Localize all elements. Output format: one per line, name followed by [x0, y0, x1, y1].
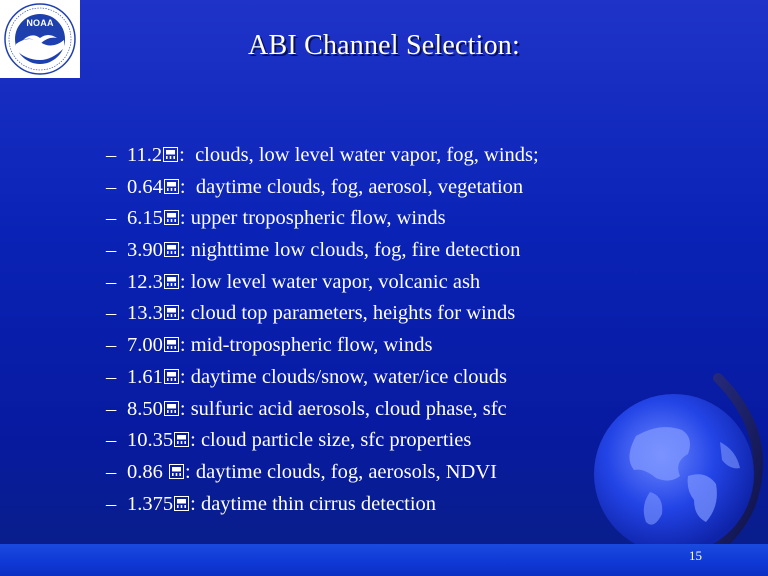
- channel-description: : cloud top parameters, heights for winds: [179, 302, 516, 325]
- unit-placeholder-icon: [164, 179, 179, 194]
- bullet-dash: –: [106, 460, 117, 483]
- channel-wavelength: 3.90: [127, 239, 163, 262]
- channel-description: : mid-tropospheric flow, winds: [179, 334, 433, 357]
- channel-bullet: [106, 172, 539, 204]
- channel-wavelength: 1.375: [127, 492, 174, 515]
- channel-wavelength: 0.64: [127, 175, 163, 198]
- channel-bullet: [106, 425, 539, 457]
- channel-bullet: [106, 235, 539, 267]
- channel-bullet: [106, 203, 539, 235]
- unit-placeholder-icon: [164, 337, 179, 352]
- channel-description: : low level water vapor, volcanic ash: [179, 270, 481, 293]
- channel-description: : nighttime low clouds, fog, fire detection: [179, 239, 521, 262]
- bullet-dash: –: [106, 334, 117, 357]
- unit-placeholder-icon: [164, 210, 179, 225]
- channel-bullet: [106, 267, 539, 299]
- channel-description: : daytime clouds/snow, water/ice clouds: [179, 365, 508, 388]
- channel-bullet: [106, 362, 539, 394]
- unit-placeholder-icon: [164, 401, 179, 416]
- channel-bullet: [106, 140, 539, 172]
- unit-placeholder-icon: [163, 147, 178, 162]
- channel-description: : daytime thin cirrus detection: [190, 492, 437, 515]
- channel-wavelength: 1.61: [127, 365, 163, 388]
- channel-bullet: [106, 330, 539, 362]
- channel-wavelength: 10.35: [127, 429, 174, 452]
- channel-wavelength: 6.15: [127, 207, 163, 230]
- channel-description: : daytime clouds, fog, aerosols, NDVI: [185, 460, 497, 483]
- channel-bullet: [106, 457, 539, 489]
- slide-title: ABI Channel Selection:: [248, 30, 520, 61]
- channel-wavelength: 12.3: [127, 270, 163, 293]
- bullet-dash: –: [106, 207, 117, 230]
- channel-bullet: [106, 394, 539, 426]
- bullet-dash: –: [106, 239, 117, 262]
- bullet-dash: –: [106, 270, 117, 293]
- page-number: 15: [689, 548, 702, 563]
- unit-placeholder-icon: [164, 305, 179, 320]
- channel-wavelength: 11.2: [127, 144, 163, 166]
- channel-description: : daytime clouds, fog, aerosol, vegetation: [179, 175, 524, 198]
- channel-list: [106, 140, 539, 520]
- bullet-dash: –: [106, 144, 117, 166]
- unit-placeholder-icon: [164, 274, 179, 289]
- channel-description: : upper tropospheric flow, winds: [179, 207, 446, 230]
- channel-wavelength: 13.3: [127, 302, 163, 325]
- channel-bullet: [106, 298, 539, 330]
- bullet-dash: –: [106, 365, 117, 388]
- bullet-dash: –: [106, 492, 117, 515]
- unit-placeholder-icon: [174, 496, 189, 511]
- channel-description: : sulfuric acid aerosols, cloud phase, sfc: [179, 397, 507, 420]
- channel-wavelength: 7.00: [127, 334, 163, 357]
- channel-description: : clouds, low level water vapor, fog, winds;: [179, 144, 539, 166]
- bullet-dash: –: [106, 175, 117, 198]
- bullet-dash: –: [106, 429, 117, 452]
- logo-wordmark: NOAA: [26, 18, 54, 28]
- unit-placeholder-icon: [164, 369, 179, 384]
- channel-bullet: [106, 489, 539, 521]
- channel-wavelength: 8.50: [127, 397, 163, 420]
- bottom-bar: [0, 544, 768, 576]
- unit-placeholder-icon: [174, 432, 189, 447]
- bullet-dash: –: [106, 302, 117, 325]
- unit-placeholder-icon: [164, 242, 179, 257]
- unit-placeholder-icon: [169, 464, 184, 479]
- channel-description: : cloud particle size, sfc properties: [190, 429, 472, 452]
- bullet-dash: –: [106, 397, 117, 420]
- channel-wavelength: 0.86: [127, 460, 168, 483]
